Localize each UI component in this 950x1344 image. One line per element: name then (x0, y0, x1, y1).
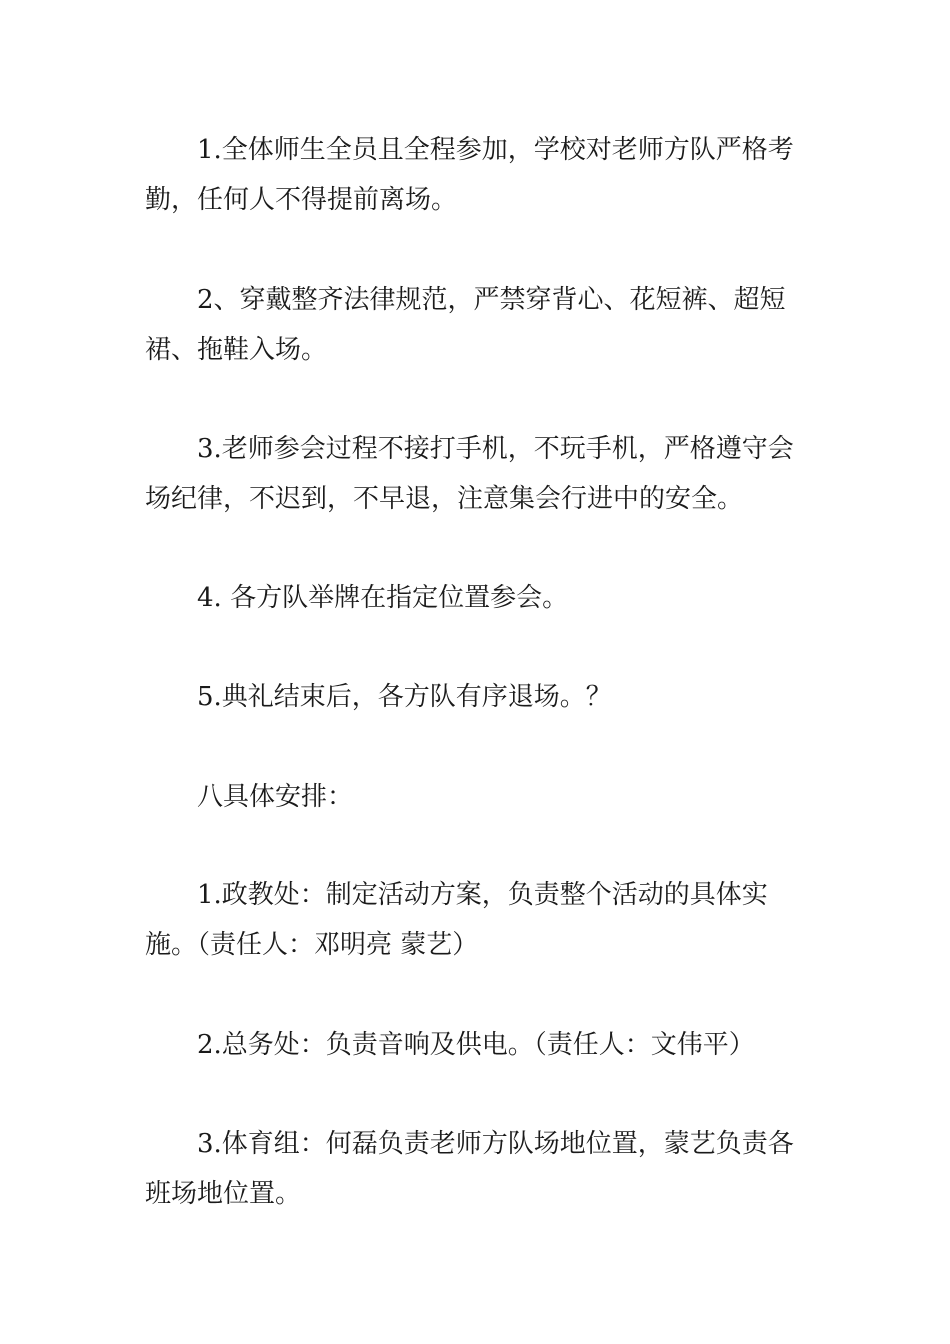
paragraph-exit-rule: 5.典礼结束后，各方队有序退场。？ (197, 682, 612, 712)
paragraph-discipline-rule: 3.老师参会过程不接打手机，不玩手机，严格遵守会场纪律，不迟到，不早退，注意集会行进中的安全。 (145, 434, 794, 514)
paragraph-dress-code-rule: 2、穿戴整齐法律规范，严禁穿背心、花短裤、超短裙、拖鞋入场。 (145, 285, 786, 365)
paragraph-general-affairs: 2.总务处：负责音响及供电。（责任人：文伟平） (197, 1030, 755, 1060)
paragraph-political-office: 1.政教处：制定活动方案，负责整个活动的具体实施。（责任人：邓明亮 蒙艺） (145, 880, 768, 960)
section-heading-arrangements: 八具体安排： (197, 782, 354, 812)
paragraph-placard-rule: 4. 各方队举牌在指定位置参会。 (197, 583, 569, 613)
paragraph-pe-group: 3.体育组：何磊负责老师方队场地位置，蒙艺负责各班场地位置。 (145, 1129, 794, 1209)
paragraph-attendance-rule: 1.全体师生全员且全程参加，学校对老师方队严格考勤，任何人不得提前离场。 (145, 135, 794, 215)
